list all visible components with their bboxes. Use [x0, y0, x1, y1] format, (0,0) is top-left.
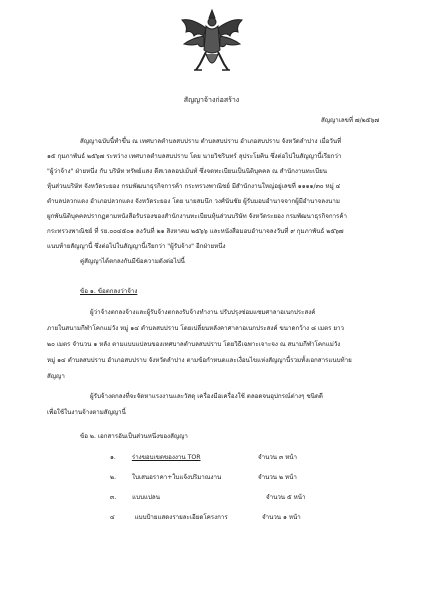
clause-1-line: ๒๐ เมตร จำนวน ๑ หลัง ตามแบบแปลนของเทศบาลตำบลสบปราบ โดยวิธีเฉพาะเจาะจง ณ สนามกีฬาโคกแม่วัง: [47, 341, 341, 348]
preamble-line: ผูกพันนิติบุคคลปรากฏตามหนังสือรับรองของสำนักงานทะเบียนหุ้นส่วนบริษัท จังหวัดระยอง กรมพัฒนาธุรกิจการค้า: [47, 213, 347, 220]
attachment-qty: จำนวน ๑ หน้า: [262, 514, 301, 521]
clause-1-line: เพื่อใช้ในงานจ้างตามสัญญานี้: [47, 409, 126, 416]
attachment-number: ๑.: [110, 454, 116, 461]
clause-1-line: ภายในสนามกีฬาโคกแม่วัง หมู่ ๑๔ ตำบลสบปราบ โดยเปลี่ยนหลังคาศาลาอเนกประสงค์ ขนาดกว้าง ๘ เมตร ยาว: [47, 325, 344, 332]
attachment-label: แบบป้ายแสดงรายละเอียดโครงการ: [134, 514, 228, 521]
attachment-item: [110, 454, 201, 462]
clause-1-line: สัญญา: [47, 373, 65, 380]
attachment-label: ใบเสนอราคา+ใบแจ้งปริมาณงาน: [132, 474, 222, 481]
document-title: สัญญาจ้างก่อสร้าง: [183, 96, 240, 104]
attachment-qty: จำนวน ๕ หน้า: [266, 494, 306, 501]
clause-1-line: ผู้รับจ้างตกลงที่จะจัดหาแรงงานและวัสดุ เครื่องมือเครื่องใช้ ตลอดจนอุปกรณ์ต่างๆ ชนิดดี: [90, 393, 323, 400]
preamble-line: ๑๕ กุมภาพันธ์ ๒๕๖๗ ระหว่าง เทศบาลตำบลสบปราบ โดย นายวิชรินทร์ ลุประโยคิน ซึ่งต่อไปในสัญญานี้เรียกว่า: [47, 153, 342, 160]
contract-number: สัญญาเลขที่ ๗/๒๕๖๗: [320, 117, 379, 124]
attachment-number: ๔: [110, 514, 115, 521]
clause-1-line: ผู้ว่าจ้างตกลงจ้างและผู้รับจ้างตกลงรับจ้างทำงาน ปรับปรุงซ่อมแซมศาลาอเนกประสงค์: [90, 309, 316, 316]
preamble-line: ตำบลปลวกแดง อำเภอปลวกแดง จังหวัดระยอง โดย นายสมนึก วงศ์นันชัย ผู้รับมอบอำนาจจากผู้มีอำนาจลงนาม: [47, 198, 340, 205]
attachment-item: [110, 514, 228, 522]
attachment-qty: จำนวน ๒ หน้า: [258, 474, 297, 481]
preamble-line: แนบท้ายสัญญานี้ ซึ่งต่อไปในสัญญานี้เรียกว่า "ผู้รับจ้าง" อีกฝ่ายหนึ่ง: [47, 243, 226, 250]
clause-1-line: หมู่ ๑๔ ตำบลสบปราบ อำเภอสบปราบ จังหวัดลำปาง ตามข้อกำหนดและเงื่อนไขแห่งสัญญานี้รวมทั้งเอกสารแนบท้าย: [47, 357, 352, 364]
attachment-number: ๓.: [110, 494, 117, 501]
clause-2-heading: ข้อ ๒. เอกสารอันเป็นส่วนหนึ่งของสัญญา: [80, 433, 188, 440]
attachment-label: ร่างขอบเขตของงาน TOR: [131, 454, 201, 461]
attachment-qty: จำนวน ๓ หน้า: [258, 454, 297, 461]
preamble-line: สัญญาฉบับนี้ทำขึ้น ณ เทศบาลตำบลสบปราบ ตำบลสบปราบ อำเภอสบปราบ จังหวัดลำปาง เมื่อวันที่: [80, 138, 342, 145]
agreement-intro: คู่สัญญาได้ตกลงกันมีข้อความดังต่อไปนี้: [80, 258, 185, 265]
attachment-number: ๒.: [110, 474, 117, 481]
garuda-emblem-icon: [178, 6, 246, 76]
preamble-line: หุ้นส่วนบริษัท จังหวัดระยอง กรมพัฒนาธุรกิจการค้า กระทรวงพาณิชย์ มีสำนักงานใหญ่อยู่เลขที่ ๑๑๑๑/๓๐ หมู่ ๔: [47, 183, 341, 190]
attachment-item: [110, 474, 221, 482]
preamble-line: "ผู้ว่าจ้าง" ฝ่ายหนึ่ง กับ บริษัท ทรัพย์แสง ดีสเวลลอปเม้นท์ ซึ่งจดทะเบียนเป็นนิติบุคคล ณ สำนักงานทะเบียน: [47, 168, 327, 175]
attachment-item: [110, 494, 160, 502]
clause-1-heading: ข้อ ๑. ข้อตกลงว่าจ้าง: [80, 288, 138, 295]
attachment-label: แบบแปลน: [132, 494, 160, 501]
preamble-line: กระทรวงพาณิชย์ ที่ รย.๐๐๔๕๐๑ ลงวันที่ ๒๑ สิงหาคม ๒๕๖๖ และหนังสือมอบอำนาจลงวันที่ ๙ กุมภาพันธ์ ๒๕๖๗: [47, 228, 344, 235]
